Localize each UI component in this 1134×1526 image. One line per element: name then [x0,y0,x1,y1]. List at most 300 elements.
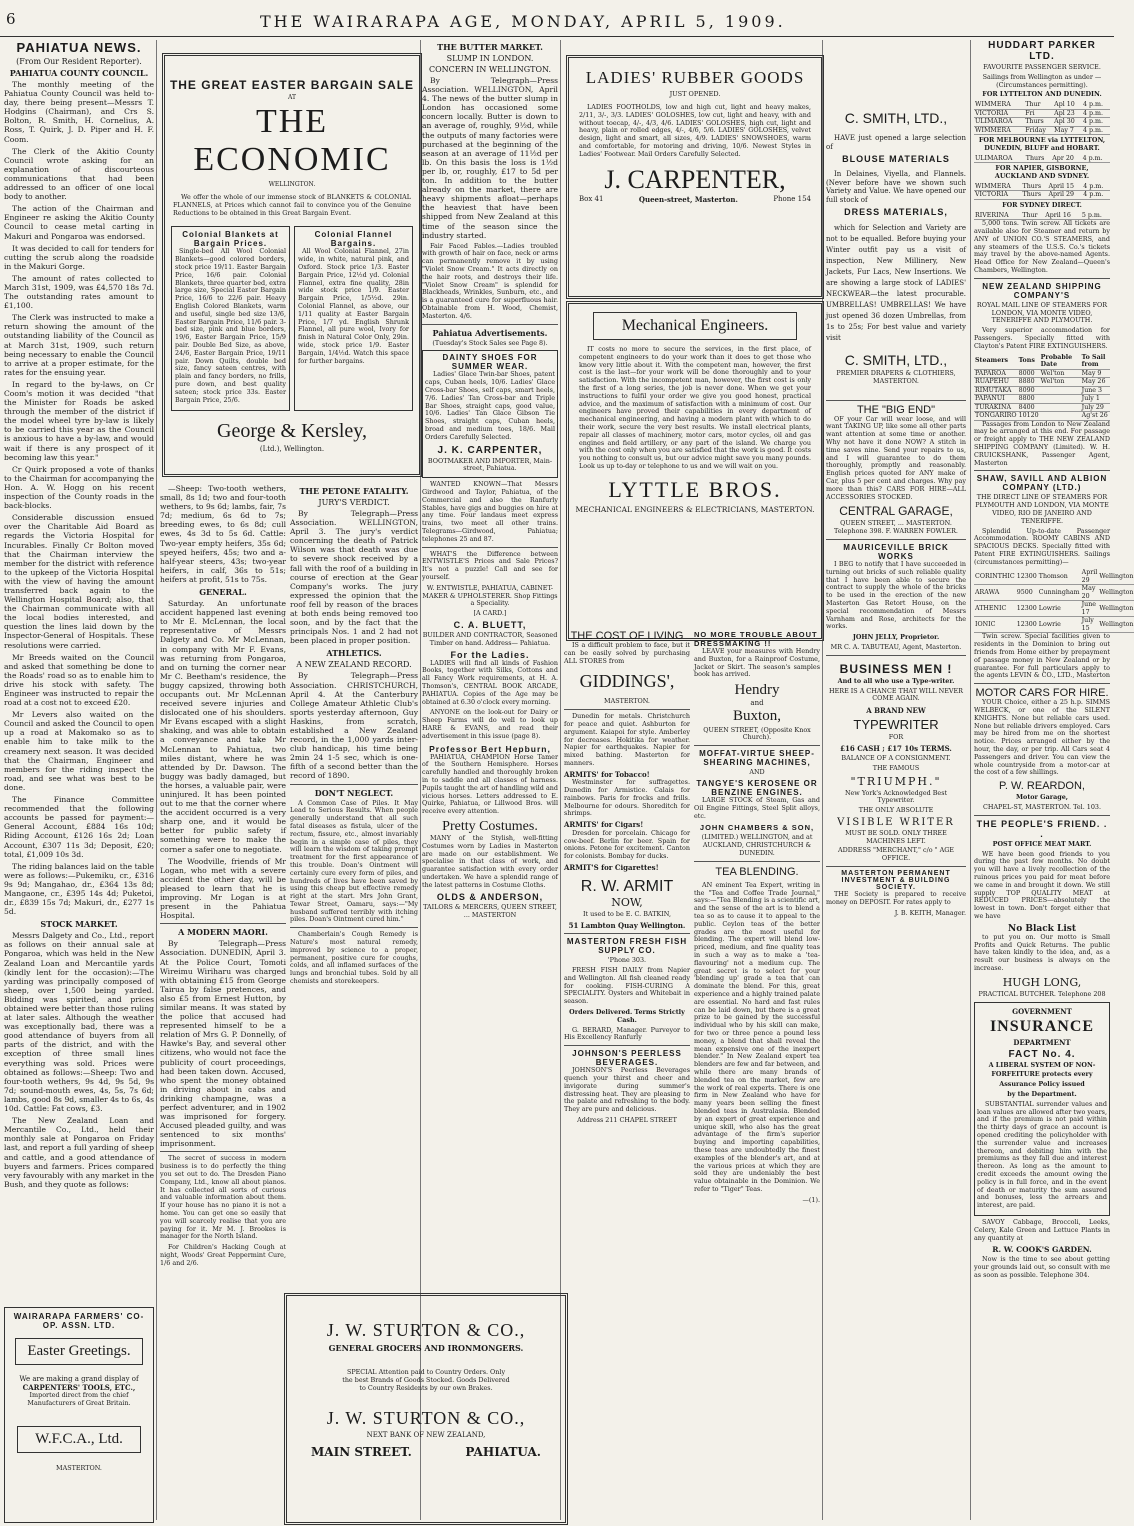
ad-text: TAILORS & MERCERS, QUEEN STREET, ... MASTERTON [423,903,557,920]
paragraph: Considerable discussion ensued over the Charitable Aid Board as regards the Victoria Hospital for Incurables. Finally Cr Bolton moved that the Chairman interview the member for the district with reference to the upkeep of the Victoria Hospital with the view of having the amount transferred back again to the Wellington Hospital Board; also, that the Chairman communicate with all the local bodies interested, and question the lines laid down by the Inspector-General of Hospitals. These resolutions were carried. [4,513,154,650]
ad-heading: FACT No. 4. [1008,1048,1076,1060]
table-cell: April 29 [1081,569,1098,584]
ad-text: WE have been good friends to you during the past few months. No doubt you will have a lively recollection of the ruinous prices you paid for meat before we came in and brought it down. We still supply TOP QUALITY MEAT at REDUCED PRICES—absolutely the lowest in town. Don't forget either that we have [974,849,1110,920]
table-cell: Apl 23 [1053,109,1082,118]
table-cell: May 26 [1081,378,1110,387]
subheading: A MODERN MAORI. [178,927,268,938]
ad-heading: THE "BIG END" [856,403,936,416]
ad-heading: ARMITS' for Cigars! [564,820,644,830]
ad-text: ANYONE on the look-out for Dairy or Sheep Farms will do well to look up HARE & EVANS, and read their advertisement in this issue (page 8). [422,708,558,740]
ad-text: to put you on. Our motto is Small Profits and Quick Returns. The public have taken kindly to the idea, and, as a result our business is always on the increase. [974,932,1110,972]
ad-brand: HUGH LONG, [1002,975,1082,989]
table-cell: 4 p.m. [1082,183,1110,191]
ad-subheading: FOR MELBOURNE via LYTTELTON, DUNEDIN, BLUFF and HOBART. [978,136,1106,152]
table-cell: Wellington [1098,601,1134,617]
paragraph: The action of the Chairman and Engineer re asking the Akitio County Council to cease metal carting in Makuri and Pongaroa was endorsed. [4,204,154,241]
subheading: PAHIATUA COUNTY COUNCIL. [9,68,149,78]
table-row [974,191,1110,200]
ad-heading: BUSINESS MEN ! [839,661,953,676]
table-cell: Apl 10 [1053,101,1082,109]
paragraph: Westminster for suffragettes. Dunedin for Armistice. Calais for rainbows. Paris for frocks and frills. Melbourne for odours. Shoreditch for shrimps. [564,778,690,818]
paragraph: By Telegraph—Press Association. WELLINGTON, April 3. The jury's verdict concerning the death of Patrick Wilson was that death was due to severe shock received by a fall with the roof of a building in course of erection at the Gear Company's works. The jury expressed the opinion that the roof fell by reason of the braces at both ends being removed too soon, and by the fact that the principals Nos. 1 and 2 had not been placed in proper position. [290,509,418,646]
steamers-table [974,569,1134,633]
table-cell: 5 p.m. [1081,212,1110,220]
paragraph: The riding balances laid on the table were as follows:—Pukemiku, cr., £316 9s 9d; Mangahao, dr., £364 13s 8d; Mangaone, cr., £395 14s 4d; Puketoi, dr., £839 15s 7d; Makuri, dr., £277 1s 5d. [4,861,154,917]
table-cell: Apr 20 [1051,155,1081,163]
ad-text: MAIN STREET. [311,1445,412,1460]
subheading: SLUMP IN LONDON. [446,54,534,63]
ad-brand: LYTTLE BROS. [608,476,782,502]
ad-text: £16 CASH ; £17 10s TERMS. [840,743,952,753]
ad-heading: JOHNSON'S PEERLESS BEVERAGES. [572,1049,682,1068]
ad-text: GOVERNMENT [1012,1006,1072,1016]
ad-text: (LIMITED.) WELLINGTON, and at AUCKLAND, CHRISTCHURCH & DUNEDIN. [701,833,813,858]
ad-heading: MAURICEVILLE BRICK WORKS [843,542,949,561]
table-cell: 10120 [1018,412,1039,420]
table-cell: 4 p.m. [1082,191,1110,200]
table-cell: Wel'ton [1040,378,1081,387]
table-cell [1040,403,1081,412]
ad-heading: THE GREAT EASTER BARGAIN SALE [169,78,415,92]
table-cell: PAPAROA [974,369,1018,378]
paragraph: The Finance Committee recommended that the following accounts be passed for payment:—General Account, £884 16s 10d; Riding Account, £126 16s 2d; Loan Account, £307 11s 3d; Deposit, £20; total, £1,009 10s 3d. [4,795,154,859]
table-cell: June 3 [1081,386,1110,395]
table-cell [1040,412,1081,421]
ad-text: THE ONLY ABSOLUTE [858,806,934,815]
section-heading: PAHIATUA NEWS. [16,40,142,55]
ad-heading: WAIRARAPA FARMERS' CO-OP. ASSN. LTD. [13,1312,145,1330]
ad-heading: SHAW, SAVILL AND ALBION COMPANY (LTD.) [976,474,1108,493]
table-cell: April 29 [1047,191,1082,200]
ad-subheading: FOR NAPIER, GISBORNE, AUCKLAND AND SYDNEY. [994,164,1090,181]
ad-text: J. B. KEITH, Manager. [894,908,966,917]
subheading: STOCK MARKET. [40,919,118,930]
table-cell: July 1 [1081,395,1110,404]
ad-text: IT costs no more to secure the services, in the first place, of competent engineers to do your work than it does to get those who know very little about it. With the competent man, however, the first cost is the last—for your work will be done thoroughly and to your satisfaction. With the incompetent man, however, the first cost is only the first of a long series, the job is never done. When we get your instructions to fulfil your order we give you good honest, practical advice, and the maximum of satisfaction with a minimum of cost. Our engineers have proved their capabilities in every department of mechanical engineering, and having a modern plant with which to do their work, secure the very best results. We install electrical plants, repair all classes of machinery, motor cars, motor cycles, oil and gas engines and field artillery, or any part of the island. We charge you with the cost only when you are satisfied that the work is good. It costs you nothing to consult us, but our advice might save you many pounds. Look us up to-day or telephone to us and we will wait on you. [579,345,811,470]
article-body [4,80,154,916]
sturton-advertisement [284,1293,568,1525]
table-cell [1040,386,1081,395]
ad-text: HAVE just opened a large selection of [826,134,966,151]
coop-advertisement [4,1307,154,1523]
ad-text: Orders Delivered. Terms Strictly Cash. [569,1008,685,1024]
table-cell: 8090 [1018,386,1040,395]
ad-title: "TRIUMPH." [850,774,942,788]
table-cell: Fri [1024,109,1053,118]
ad-text: 'Phone 303. [607,956,647,965]
ad-text: 5,000 tons. Twin screw. All tickets are available also for Steamer and return by ANY of UNION CO.'S STEAMERS, and any steamers of the U.S.S. Co.'s tickets may travel by the above-named Agents. Head Office for New Zealand—Queen's Chambers, Wellington. [974,219,1110,274]
table-cell: Thurs [1024,118,1053,127]
table-cell: Wellington [1098,617,1134,633]
table-cell: 9500 [1016,585,1038,601]
ad-text: BALANCE OF A CONSIGNMENT. [841,753,951,762]
column-pahiatua-news [4,40,154,1520]
ad-text: AND [749,768,765,777]
table-cell: Friday [1024,126,1053,135]
ad-text: G. BERARD, Manager. Purveyor to His Excellency Ranfurly [564,1025,690,1042]
ad-text: LADIES will find all kinds of Fashion Books, together with Silks, Cottons and all Fancy Work requirements, at H. A. Thomson's, CENTRAL BOOK ARCADE, PAHIATUA. Copies of the Age may be obtained at 6.30 o'clock every morning. [422,658,558,706]
table-cell: 8400 [1018,403,1040,412]
column-stock-general [160,484,286,1274]
paragraph: By Telegraph—Press Association. DUNEDIN, April 3. At the Police Court, Tomoti Wireimu Wiriharu was charged with obtaining £15 from George Tairua by false pretences, and also £5 from Ernest Hutton, by similar means. It was stated by the police that accused had represented himself to be a relation of Mrs G. P. Donnelly, of Hawke's Bay, and several other citizens, who would not face the publicity of court proceedings, had been taken down. Accused, who spent the money obtained in driving about in cabs and drinking champagne, was a perfect adventurer, and in 1902 was imprisoned for forgery. Accused pleaded guilty, and was sentenced to six months' imprisonment. [160,939,286,1149]
ad-text: LADIES FOOTHOLDS, low and high cut, light and heavy makes, 2/11, 3/-, 3/3. LADIES' GOLOSHES, low cut, light and heavy, with and without toecap, 4/-, 4/3, 4/6. LADIES' GOLOSHES, high cut, light and heavy, plain or rolled edges, 4/-, 4/6, 5/6. LADIES' GOLOSHES, velvet design, light and smart, all sizes, 4/9. LADIES' SNOWSHOES, warm and comfortable, for motoring and driving, 10/6. Newest Styles in Ladies' Footwear. Mail Orders Carefully Selected. [579,103,811,158]
ad-text: In Delaines, Viyella, and Flannels. (Never before have we shown such Variety and Value. We have opened our full stock of [826,170,966,204]
table-header: Steamers [974,354,1018,370]
table-cell: Lowrie [1038,617,1081,633]
table-row [974,369,1110,378]
paragraph: A Common Case of Piles. It May Lead to Serious Results. When people generally understand that all such fatal diseases as fistula, ulcer of the rectum, fissure, etc., almost invariably begin in a simple case of piles, they will learn the wisdom of taking prompt treatment for the first appearance of this trouble. Doan's Ointment will certainly cure every form of piles, and hundreds of lives have been saved by using this cheap but effective remedy right at the start. Mrs John Grant, Tewar Street, Oamaru, says:—"My husband suffered terribly with itching piles. Doan's Ointment cured him." [290,798,418,924]
ad-text: POST OFFICE MEAT MART. [992,839,1092,848]
subheading: JURY'S VERDICT. [318,498,390,507]
ad-text: GENERAL GROCERS AND IRONMONGERS. [328,1343,524,1353]
ad-subheading: Colonial Blankets at Bargain Prices. [182,230,279,249]
column-rule [156,40,157,1520]
paragraph: The New Zealand Loan and Mercantile Co., Ltd., held their monthly sale at Pongaroa on Friday last, and report a full yarding of sheep and cattle, and a good attendance of buyers and farmers. Prices compared very favourably with any market in the Bush, and they quote as follows: [4,1116,154,1189]
ad-text: Imported direct from the chief Manufacturers of Great Britain. [27,1391,131,1407]
ad-text: PRACTICAL BUTCHER. Telephone 208 [978,989,1106,998]
table-row [974,109,1110,118]
ad-heading: MASTERTON PERMANENT INVESTMENT & BUILDING SOCIETY. [841,870,951,892]
ad-text: It used to be E. C. BATKIN, [583,910,671,919]
table-row [974,617,1134,633]
newspaper-title: THE WAIRARAPA AGE, MONDAY, APRIL 5, 1909. [260,12,786,31]
table-cell: Thurs [1022,191,1048,200]
ad-text: We are making a grand display of [19,1375,139,1383]
table-cell: June 17 [1081,601,1099,617]
table-row [974,386,1110,395]
lyttle-bros-advertisement [566,301,824,641]
table-cell: CORINTHIC [974,569,1016,585]
ad-text: ADDRESS "MERCHANT," c/o " AGE OFFICE. [838,846,954,863]
ad-text: PAHIATUA. [465,1445,541,1460]
ad-text: JUST OPENED. [669,90,721,98]
table-cell: WIMMERA [974,101,1024,109]
subheading: THE BUTTER MARKET. [437,42,543,52]
table-cell: 4 p.m. [1082,155,1110,163]
ad-text: Sailings from Wellington as under — (Circumstances permitting). [982,72,1102,89]
table-cell: PAPANUI [974,395,1018,404]
ad-heading: DRESS MATERIALS, [844,207,948,217]
ad-text: Single-bed All Wool Colonial Blankets—good colored borders, stock price 19/11. Easter Bargain Price, 16/6 pair. Colonial Blankets, three quarter bed, extra large size, Special Easter Bargain Price, 16/6 to 22/6 pair. Heavy English Colored Blankets, warm and useful, single bed size 13/6, Easter Bargain Price, 11/6 pair. 3-bed size, pink and blue borders, 19/6, Easter Bargain Price, 15/9 pair. Double Bed Size, as above, 24/6, Easter Bargain Price, 19/11 pair. Down Quilts, double bed size, fancy sateen centres, with plain and fancy borders, no frills, pure down, and best quality sateen; stock price 33s. Easter Bargain Price, 25/6. [175,247,286,404]
ad-brand: OLDS & ANDERSON, [436,892,544,903]
table-row [974,378,1110,387]
column-smith-garage [826,40,966,1520]
ad-heading: LADIES' RUBBER GOODS [585,68,805,87]
rubber-goods-advertisement [566,55,824,299]
ad-text: Very superior accommodation for Passengers. Specially fitted with Clayton's Patent FIRE EXTINGUISHERS. [974,326,1110,350]
ad-text: CHAPEL-ST, MASTERTON. Tel. 103. [982,803,1101,812]
ad-heading: NEW ZEALAND SHIPPING COMPANY'S [982,281,1102,300]
paragraph: For Children's Hacking Cough at night, Woods' Great Peppermint Cure, 1/6 and 2/6. [160,1243,286,1267]
table-cell: 8000 [1018,369,1040,378]
paragraph: Saturday. An unfortunate accident happened last evening to Mr E. McLennan, the local representative of Messrs Dalgety and Co. Mr McLennan, in company with Mr F. Evans, was returning from Pongaroa, and on turning the corner near Mr C. Beetham's residence, the buggy capsized, throwing both occupants out. Mr McLennan received severe injuries and dislocated one of his shoulders. Mr Evans escaped with a slight shaking, and was able to obtain a conveyance and take Mr McLennan to Pahiatua, two miles distant, where he was attended by Dr. Dawson. The buggy was badly damaged, but the horses, a valuable pair, were uninjured. It has been pointed out to me that the corner where the accident occurred is a very sharp one, and it would be better for public safety if something were to make the corner a safer one to negotiate. [160,599,286,854]
ad-text: by the Department. [1007,1089,1077,1098]
table-header: To Sail from [1081,354,1110,370]
paragraph: Mr Levers also waited on the Council and asked the Council to open up a road at Makomako so as to enable him to take milk to the creamery next season. It was decided that the Chairman, Engineer and members for the riding inspect the road, and see what was best to be done. [4,710,154,792]
ad-text: Box 41 [579,194,604,203]
ad-heading: DAINTY SHOES FOR SUMMER WEAR. [442,353,538,372]
ad-text: A LIBERAL SYSTEM OF NON- [988,1060,1096,1069]
ad-text: ROYAL MAIL LINE OF STEAMERS FOR LONDON, VIA MONTE VIDEO, TENERIFFE AND PLYMOUTH. [976,300,1108,325]
table-row [974,395,1110,404]
ad-text: We offer the whole of our immense stock of BLANKETS & COLONIAL FLANNELS, at Prices which cannot fail to convince you of the Genuine Reductions to be obtained in this Great Bargain Event. [173,193,411,217]
table-cell: Ag'st 26 [1081,412,1110,421]
table-row [974,601,1134,617]
paragraph: Cr Quirk proposed a vote of thanks to the Chairman for accompanying the Hon. A. W. Hogg on his recent inspection of the County roads in the back-blocks. [4,464,154,511]
ad-text: —(1). [802,1195,820,1204]
ad-heading: HUDDART PARKER LTD. [988,40,1096,62]
ad-text: MASTERTON. [56,1463,102,1472]
ad-text: QUEEN STREET, (Opposite Knox Church). [703,725,811,742]
ad-brand: CENTRAL GARAGE, [839,504,953,519]
ad-heading: ARMITS' for Tobacco! [564,769,650,779]
ad-text: MASTERTON. [604,697,650,706]
ad-text: Address 211 CHAPEL STREET [577,1115,677,1124]
table-cell: 12300 [1016,569,1038,585]
subheading: DON'T NEGLECT. [314,787,394,798]
ad-heading: For the Ladies. [450,649,530,660]
ad-text: [A CARD.] [473,609,507,618]
byline: (From Our Resident Reporter). [16,57,142,66]
ad-text: Twin screw. Special facilities given to residents in the Dominion to bring out friends from Home either by prepayment of passage money in New Zealand or by guarantee. For full particulars apply to the agents LEVIN & CO., LTD., Masterton [974,632,1110,680]
ad-brand: R. W. COOK'S GARDEN. [992,1245,1092,1255]
ad-text: THE Society is prepared to receive money on DEPOSIT. For rates apply to [826,890,966,906]
table-cell: 8800 [1018,395,1040,404]
ad-heading: MOFFAT-VIRTUE SHEEP-SHEARING MACHINES, [699,749,815,768]
table-cell: RUAPEHU [974,378,1018,387]
table-cell: VICTORIA [974,191,1022,200]
table-row [974,585,1134,601]
subheading: A NEW ZEALAND RECORD. [296,660,412,670]
table-cell: 4 p.m. [1082,109,1110,118]
ad-text: SPECIAL Attention paid to Country Orders. Only the best Brands of Goods Stocked. Goods Delivered to Country Residents by our own Brakes. [342,1368,510,1392]
table-cell: Wel'ton [1040,369,1081,378]
ad-brand: C. SMITH, LTD., [844,352,948,368]
ad-subheading: FOR SYDNEY DIRECT. [1002,200,1082,209]
paragraph: It was decided to call for tenders for cutting the scrub along the roadside in the Makuri Gorge. [4,243,154,271]
subheading: THE PETONE FATALITY. [299,486,409,496]
paragraph: In regard to the by-laws, on Cr Coom's motion it was decided "that the Minister for Roads be asked through the member of the district if the model wheel tyre by-law is likely to be carried this year as the Council is anxious to have a by-law, and would wait if there is any prospect of it becoming law this year." [4,379,154,462]
paragraph: The amount of rates collected to March 31st, 1909, was £4,570 18s 7d. The outstanding rates amount to £1,100. [4,273,154,311]
table-row [974,155,1110,163]
ad-text: DEPARTMENT [1013,1037,1071,1047]
ad-text: MUST BE SOLD. ONLY THREE MACHINES LEFT. [845,828,947,845]
table-cell: TURAKINA [974,403,1018,412]
paragraph: Dunedin for metals. Christchurch for peace and quiet. Ashburton for argument. Kaiapoi for style. Amberley for decreases. Hokitika for weather. Napier for earthquakes. Napier for mixed bathing. Masterton for manners. [564,712,690,767]
ad-brand: Buxton, [733,707,781,724]
paragraph: Chamberlain's Cough Remedy is Nature's most natural remedy, improved by science to a proper, permanent, positive cure for coughs, colds, and all inflamed surfaces of the lungs and bronchial tubes. Sold by all chemists and storekeepers. [290,930,418,986]
ad-text: Phone 154 [773,194,811,203]
ad-text: QUEEN STREET, ... MASTERTON. Telephone 398. F. WARREN FOWLER. [834,519,958,536]
column-hendry-tea [694,630,820,1510]
subheading: ATHLETICS. [326,648,382,659]
ad-brand: J. W. STURTON & CO., [326,1320,526,1340]
table-row [974,183,1110,191]
paragraph: Mr Breeds waited on the Council and asked that something be done to the Roads' road so as to enable him to drive his stock with safety. The Engineer was instructed to repair the road at a cost not to exceed £20. [4,652,154,708]
table-cell: ARAWA [974,585,1016,601]
table-cell: April 15 [1047,183,1082,191]
ad-text: which for Selection and Variety are not to be equalled. Before buying your Winter outfit pay us a visit of inspection, New Millinery, New Jackets, Fur Lacs, New Insertions. We are showing a large stock of LADIES' NECKWEAR—the latest procurable. UMBRELLAS! UMBRELLAS! We have just opened 36 dozen Umbrellas, from 1s to 25s; For best value and variety visit [826,224,966,342]
column-giddings-armit [564,630,690,1510]
paragraph: The Clerk was instructed to make a return showing the amount of the outstanding liability of the Council as at March 31st, 1909, such return being necessary to enable the Council to arrive at a proper estimate, for the rates for the ensuing year. [4,313,154,377]
ad-text: PREMIER DRAPERS & CLOTHIERS, MASTERTON. [836,369,956,385]
paragraph: By Telegraph—Press Association. WELLINGTON, April 4. The news of the butter slump in London has occasioned some concern locally. Butter is down to an average of, roughly, 9½d, while the outputs of many factories were purchased at the beginning of the season at an average of 11½d per lb. On this basis the loss is 1½d per lb, or, roughly, £17 to 5d per ton. In addition to the butter already on the market, there are heavy shipments afloat—perhaps the heaviest that have been shipped from New Zealand at this time of the season since the industry started. [422,76,558,240]
ad-text: Passages from London to New Zealand may be arranged at this end. For passage or freight apply to THE NEW ZEALAND SHIPPING COMPANY (Limited). W. H. CRUICKSHANK, Passenger Agent, Masterton [974,419,1110,467]
ad-heading: THE COST OF LIVING [570,630,684,642]
ad-brand: George & Kersley, [217,420,367,443]
ad-text: FOR [888,733,904,742]
ad-subheading: FOR LYTTELTON AND DUNEDIN. [982,90,1102,99]
table-cell: 8880 [1018,378,1040,387]
ad-text: THE DIRECT LINE OF STEAMERS FOR PLYMOUTH AND LONDON, VIA MONTE VIDEO, RIO DE JANEIRO AND TENERIFFE. [975,493,1109,525]
ad-text: (Ltd.), Wellington. [259,445,325,454]
table-cell: Thur [1024,101,1053,109]
ad-text: MR C. A. TABUTEAU, Agent, Masterton. [830,642,962,651]
ad-text: FORFEITURE protects every [991,1070,1093,1079]
ad-brand: J. CARPENTER, [604,164,786,194]
table-cell: July 29 [1081,403,1110,412]
ad-text: CARPENTERS' TOOLS, ETC., [22,1382,136,1392]
table-cell: Lowrie [1038,601,1081,617]
ad-title: Easter Greetings. [15,1338,143,1365]
paragraph: WHAT'S the Difference between ENTWISTLE'S Prices and Sale Prices? It's not a puzzle! Call and see for yourself. [422,549,558,581]
table-cell: 4 p.m. [1082,126,1110,135]
table-row [974,412,1110,421]
ad-heading: Mechanical Engineers. [593,312,797,340]
ad-text: YOUR Choice, either a 25 h.p. SIMMS WELBECK, or one of the SILENT KNIGHTS. None but reliable cars used. None but reliable drivers employed. Cars may be hired from me on the shortest notice. Prices arranged either by the hour, the day, or per trip. All Cars seat 4 Passengers and driver. You can view the whole countryside from a motor-car at the cost of a few shillings. [974,698,1110,777]
table-row [974,118,1110,127]
ad-text: New York's Acknowledged Best Typewriter. [844,788,948,805]
table-cell: May 20 [1081,585,1099,601]
ad-text: HERE IS A CHANCE THAT WILL NEVER COME AGAIN. [829,686,963,703]
ad-text: All Wool Colonial Flannel, 27in wide, in white, natural pink, and Oxford. Stock price 1/3. Easter Bargain Price, 12½d yd. Colonial Flannel, extra fine quality, 28in wide stock price 1/9. Easter Bargain Price, 1/5½d. 29in. Colonial Flannel, as above, our 1/11 quality at Easter Bargain Price, 1/7 yd. English Shrunk Flannel, all pure wool, Ivory for finish in Natural Color Only, 29in. wide, stock price 1/9. Easter Bargain, 1/4½d. Watch this space for further bargains. [298,247,409,365]
ad-text: BOOTMAKER AND IMPORTER, Main-street, Pahiatua. [427,456,553,473]
ad-text: OF your Car will wear loose, and will want TAKING UP, like some all other parts want attention at some time or another. Why not have it done NOW? A stitch in time saves nine. Send your repairs to us, and I will guarantee to do them thoroughly, promptly and reasonably. English prices quoted for ANY make of Car, plus 5 per cent and charges. Why pay more than this? CARS FOR HIRE—ALL ACCESSORIES STOCKED. [826,414,966,501]
table-cell: Apl 30 [1053,118,1082,127]
ad-brand: P. W. REARDON, [999,780,1085,793]
ad-text: IS a difficult problem to face, but it can be easily solved by purchasing ALL STORES from [564,641,690,665]
ad-text: Now is the time to see about getting your grounds laid out, so consult with me as soon as possible. Telephone 304. [974,1255,1110,1279]
ad-title: INSURANCE [989,1017,1095,1035]
ad-heading: NO MORE TROUBLE ABOUT DRESSMAKING !! [694,630,818,648]
ad-text: Assurance Policy issued [999,1080,1085,1089]
ad-text: NOW, [611,896,643,910]
masthead [0,0,1114,37]
table-header: Tons [1018,354,1040,370]
ad-text: BUILDER AND CONTRACTOR, Seasoned Timber on hand. Address— Pahiatua. [422,630,558,647]
subheading: Pahiatua Advertisements. [432,327,548,338]
table-cell: WIMMERA [974,183,1022,191]
table-cell: July 15 [1081,617,1099,633]
paragraph: The Clerk of the Akitio County Council wrote asking for an explanation of discourteous communications that had been addressed to an officer of one local body to another. [4,146,154,202]
paragraph: The Woodville, friends of Mr Logan, who met with a severe accident the other day, will be pleased to learn that he is improving. Mr Logan is at present in the Pahiatua Hospital. [160,856,286,921]
ad-text: AT [287,94,296,101]
table-cell: April 16 [1044,212,1081,220]
table-cell: Thur [1021,212,1044,220]
ad-text: FRESH FISH DAILY from Napier and Wellington. All fish cleaned ready for cooking. FISH-CURING A SPECIALITY. Oysters and Whitebait in season. [564,966,690,1006]
ad-brand: GIDDINGS', [579,671,675,692]
ad-text: SAVOY Cabbage, Broccoli, Leeks, Celery, Kale Green and Lettuce Plants in any quantity at [974,1217,1110,1242]
paragraph: Messrs Dalgety and Co., Ltd., report as follows on their annual sale at Pongaroa, which was held in the New Zealand Loan and Mercantile yards (kindly lent for the occasion):—The yarding was principally composed of sheep, over 1,500 being yarded. Bidding was spirited, and prices obtained were better than those ruling at later sales. Although the weather was exceptionally bad, there was a good attendance of buyers from all parts of the district, and with the exception of three small lines everything was sold. Prices were obtained as follows:—Sheep: Two and four-tooth wethers, 9s 4d, 9s 5d, 9s 7d; sound-mouth ewes, 4s, 5s, 7s 6d; lambs, good 8s 9d, smaller 4s to 6s, 4s 10d. Cattle: Fat cows, £3. [4,931,154,1114]
ad-subheading: Colonial Flannel Bargains. [314,230,393,249]
table-cell: 12300 [1016,601,1038,617]
ad-text: MECHANICAL ENGINEERS & ELECTRICIANS, MASTERTON. [575,504,815,514]
table-cell: Wellington [1098,585,1134,601]
column-petone-athletics [290,484,418,1274]
table-cell: Cunningham [1038,585,1081,601]
ad-text: A BRAND NEW [866,706,926,716]
ad-text: PAHIATUA, CHAMPION Horse Tamer of the Southern Hemisphere. Horses carefully handled and thoroughly broken in to saddle and all classes of harness. Pupils taught the art of handling wild and vicious horses. Letters addressed to E. Quirke, Pahiatua, or Lillwood Bros. will receive every attention. [422,752,558,816]
table-row [974,101,1110,109]
ad-text: JOHNSON'S Peerless Beverages quench your thirst and cheer and invigorate during summer's distressing heat. They are pleasing to the palate and refreshing to the body. They are pure and delicious. [564,1066,690,1114]
ad-brand: JOHN CHAMBERS & SON, [699,823,815,833]
table-cell: Wellington [1098,569,1134,585]
table-cell [1040,395,1081,404]
column-butter-pahiatua [422,40,558,1290]
table-cell: Thomson [1038,569,1081,585]
table-cell: 12300 [1016,617,1038,633]
ad-heading: BLOUSE MATERIALS [842,154,950,164]
ad-text: JOHN JELLY, Proprietor. [852,633,940,642]
ad-title: TYPEWRITER [853,717,939,733]
subheading: TEA BLENDING. [715,865,799,878]
paragraph: —Sheep: Two-tooth wethers, small, 8s 1d; two and four-tooth wethers, to 9s 6d; lambs, fair, 7s 7d; medium, 6s 6d to 7s; breeding ewes, to 6s 8d; cull ewes, 4s 3d to 5s 6d. Cattle: Two-year empty heifers, 35s 6d; speyed heifers, 45s; two and a-half-year steers, 43s; two-year heifers, in calf, 36s to 51s; heifers at profit, 51s to 75s. [160,484,286,584]
ad-title: VISIBLE WRITER [837,816,955,828]
table-cell: TONGARIRO [975,412,1017,420]
page-number: 6 [6,10,16,28]
ad-text: WELLINGTON. [268,181,316,188]
ad-heading: Pretty Costumes. [442,818,538,834]
paragraph: WANTED KNOWN—That Messrs Girdwood and Taylor, Pahiatua, of the Commercial and also the Ranfurly Stables, have gigs and buggies on hire at any time. Four landaus meet express trains, two meet all other trains. Telegrams—Girdwood, Pahiatua; telephones 25 and 87. [422,480,558,543]
subheading: (Tuesday's Stock Sales see Page 8). [432,338,548,347]
ad-text: NEXT BANK OF NEW ZEALAND, [366,1431,486,1440]
ad-text: W. ENTWISTLE, PAHIATUA, CABINET-MAKER & UPHOLSTERER. Shop Fittings a Speciality. [422,583,558,608]
ad-text: and [750,699,764,708]
paragraph: The monthly meeting of the Pahiatua County Council was held to-day, there being present—Messrs T. Hodgins (Chairman), and Crs S. Bolton, R. Smith, H. Cornelius, A. Ross, T. Quirk, J. D. Piper and H. F. Coom. [4,80,154,144]
ad-brand: Professor Bert Hepburn, [429,743,551,754]
table-row [974,126,1110,135]
ad-heading: MASTERTON FRESH FISH SUPPLY CO. [566,937,688,956]
ad-text: I BEG to notify that I have succeeded in turning out bricks of such reliable quality that I have been able to secure the contract to supply the whole of the bricks to be used in the erection of the new Masterton Gas Retort House, on the special recommendation of Messrs Varnham and Rose, architects for the works. [826,559,966,631]
ad-brand: R. W. ARMIT [580,878,674,896]
ad-text: THE FAMOUS [872,763,920,772]
ad-text: No Black List [1007,923,1077,934]
ad-text: And to all who use a Type-writer. [837,676,955,685]
ad-heading: ARMIT'S for Cigarettes! [564,862,659,872]
ad-text: Queen-street, Masterton. [638,194,738,204]
table-cell: Thurs [1022,183,1048,191]
sailings-table [974,183,1110,200]
ad-text: FAVOURITE PASSENGER SERVICE. [983,63,1101,71]
steamers-table [974,354,1110,421]
ad-brand: Hendry [734,682,780,699]
table-cell: 4 p.m. [1082,118,1110,127]
ad-text: Splendid Up-to-date Passenger Accommodation. ROOMY CABINS AND SPACIOUS DECKS. Specially fitted with Patent FIRE EXTINGUISHERS. Sailings (circumstances permitting)— [974,526,1110,566]
table-row [974,569,1134,585]
ad-brand: J. K. CARPENTER, [437,444,543,456]
table-cell: IONIC [974,617,1016,633]
subheading: GENERAL. [199,587,247,598]
table-cell: May 9 [1081,369,1110,378]
table-cell: Thurs [1025,155,1051,163]
ad-brand: J. W. STURTON & CO., [326,1408,526,1429]
table-cell: WIMMERA [974,126,1024,135]
sailings-table [974,155,1110,164]
table-cell: May 7 [1053,126,1082,135]
sailings-table [974,101,1110,135]
ad-text: 51 Lambton Quay Wellington. [568,921,686,931]
table-row [974,403,1110,412]
